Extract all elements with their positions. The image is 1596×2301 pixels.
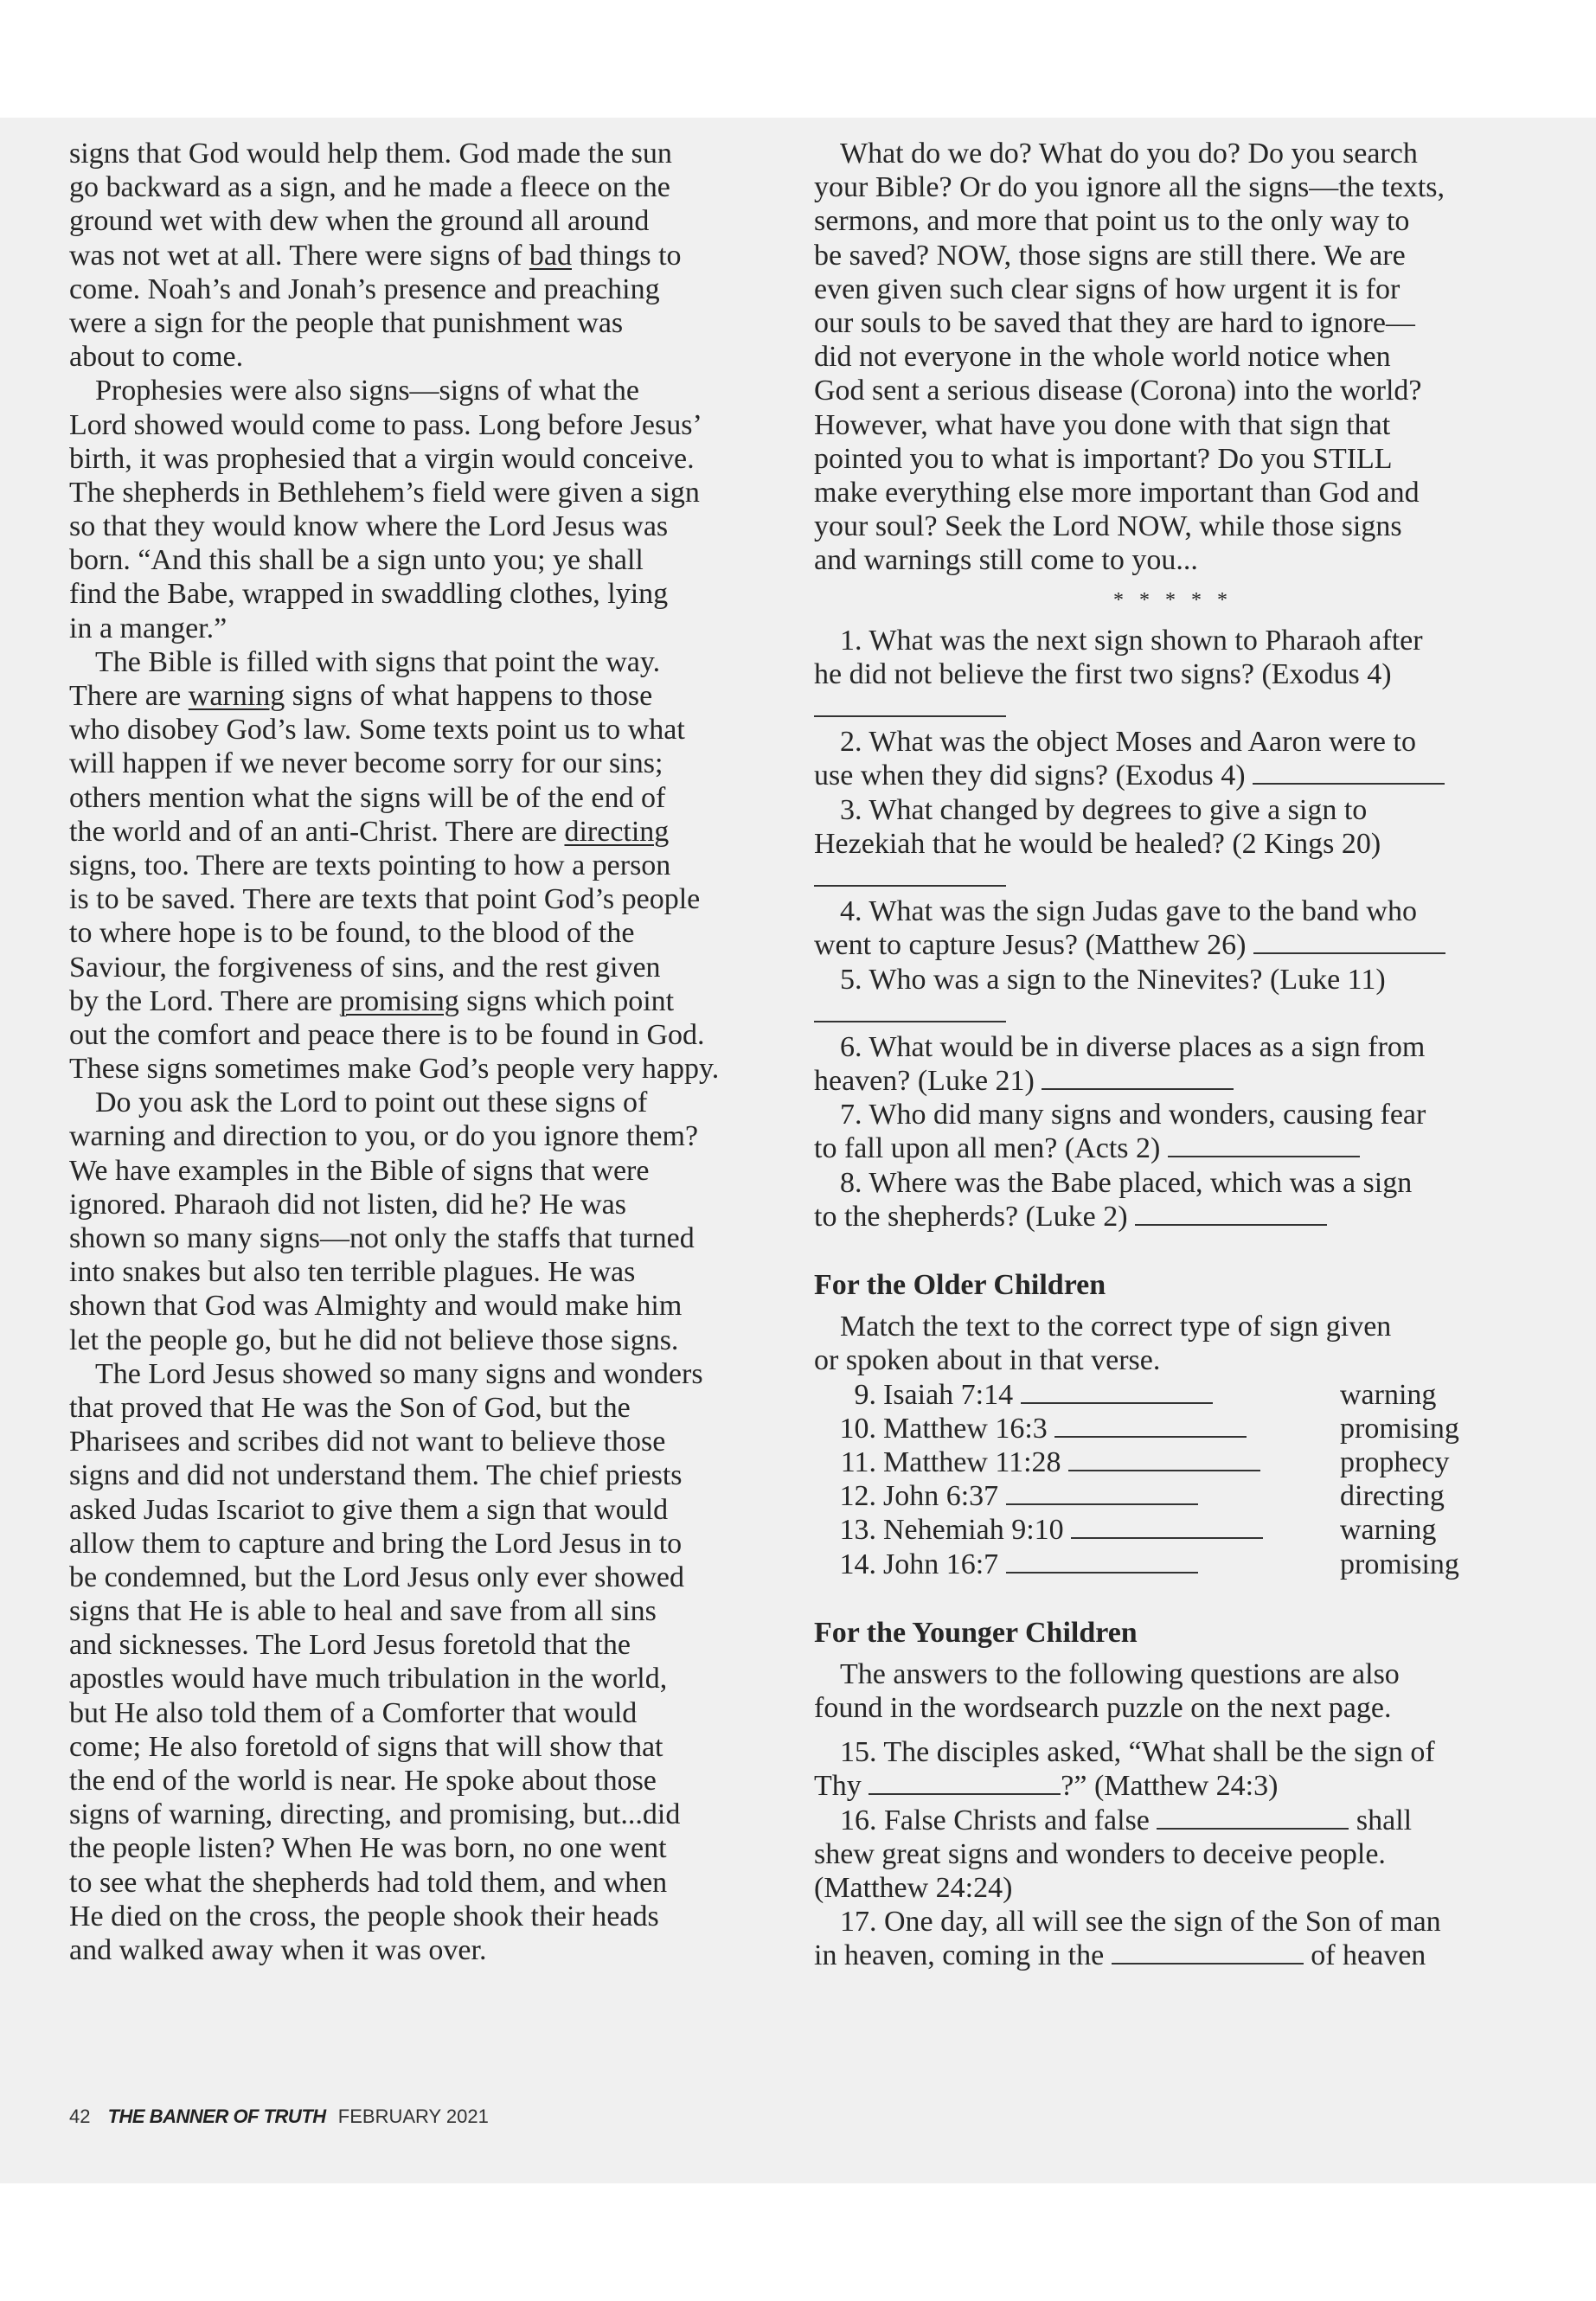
text-line [814, 1131, 1532, 1165]
text-line: ground wet with dew when the ground all around [69, 205, 650, 238]
text-line [814, 691, 1532, 725]
left-column [69, 137, 787, 1967]
question-number: 14. [839, 1548, 876, 1580]
text-line: so that they would know where the Lord Jesus was [69, 510, 669, 543]
text-line: come. Noah’s and Jonah’s presence and preaching [69, 272, 660, 305]
text-line: allow them to capture and bring the Lord Jesus in to [69, 1527, 683, 1560]
text-line: The Bible is filled with signs that point the way. [95, 645, 661, 678]
matching-row [814, 1412, 1532, 1445]
text-line: did not everyone in the whole world notice when [814, 341, 1391, 374]
scripture-reference: Isaiah 7:14 [883, 1378, 1014, 1411]
text-line: he did not believe the first two signs? (Exodus 4) [814, 657, 1392, 690]
text-line: What do we do? What do you do? Do you search [840, 138, 1418, 170]
question-number: 12. [839, 1480, 876, 1513]
text-line: God sent a serious disease (Corona) into the world? [814, 375, 1422, 407]
text-line: Hezekiah that he would be healed? (2 Kings 20) [814, 827, 1381, 860]
sign-type-option: prophecy [1340, 1445, 1450, 1478]
text-line: The Lord Jesus showed so many signs and wonders [95, 1357, 703, 1390]
younger-questions-list [814, 1735, 1532, 1972]
sign-type-option: promising [1340, 1412, 1459, 1445]
text-line: shew great signs and wonders to deceive people. [814, 1837, 1386, 1870]
text-line: Match the text to the correct type of sign given [840, 1311, 1392, 1343]
scripture-reference: Matthew 16:3 [883, 1412, 1048, 1445]
scripture-reference: John 16:7 [883, 1548, 999, 1580]
answer-blank[interactable] [1054, 1413, 1247, 1438]
younger-children-heading: For the Younger Children [814, 1616, 1138, 1649]
text-line: 4. What was the sign Judas gave to the band who [840, 895, 1417, 928]
sign-type-option: promising [1340, 1548, 1459, 1580]
text-line [814, 861, 1532, 894]
text-line: be condemned, but the Lord Jesus only ever showed [69, 1561, 684, 1593]
text-line: 15. The disciples asked, “What shall be the sign of [840, 1736, 1435, 1769]
text-line: 8. Where was the Babe placed, which was a sign [840, 1166, 1413, 1199]
text-segment: the world and of an anti-Christ. There are [69, 815, 565, 848]
text-line: find the Babe, wrapped in swaddling clothes, lying [69, 578, 669, 611]
text-line: and sicknesses. The Lord Jesus foretold that the [69, 1629, 631, 1662]
text-line: The answers to the following questions are also [840, 1657, 1400, 1690]
text-line [69, 815, 787, 849]
underlined-word: directing [564, 815, 670, 848]
text-segment: things to [571, 239, 682, 272]
sign-type-option: directing [1340, 1480, 1445, 1513]
text-segment: in heaven, coming in the [814, 1939, 1112, 1972]
underlined-word: warning [188, 680, 285, 712]
answer-blank[interactable] [1135, 1202, 1327, 1226]
answer-blank[interactable] [1068, 1447, 1260, 1471]
text-line: into snakes but also ten terrible plagues. He was [69, 1256, 636, 1289]
question-item [814, 1030, 1532, 1098]
text-line: 5. Who was a sign to the Ninevites? (Luke 11) [840, 963, 1386, 996]
text-line [814, 759, 1532, 792]
text-line: others mention what the signs will be of the end of [69, 781, 666, 814]
text-line: even given such clear signs of how urgent it is for [814, 272, 1401, 305]
text-segment: use when they did signs? (Exodus 4) [814, 760, 1253, 792]
answer-blank[interactable] [1006, 1481, 1198, 1505]
text-line: 7. Who did many signs and wonders, causing fear [840, 1099, 1426, 1131]
text-line: He died on the cross, the people shook their heads [69, 1900, 659, 1932]
text-line: 6. What would be in diverse places as a sign from [840, 1030, 1426, 1063]
text-line [69, 984, 787, 1018]
text-line: (Matthew 24:24) [814, 1872, 1013, 1905]
text-line: or spoken about in that verse. [814, 1344, 1161, 1377]
text-segment: There are [69, 680, 189, 712]
text-line [814, 1804, 1532, 1837]
question-item [814, 624, 1532, 726]
question-item [814, 963, 1532, 1030]
text-line: ignored. Pharaoh did not listen, did he? He was [69, 1188, 626, 1221]
scripture-reference: John 6:37 [883, 1480, 999, 1513]
text-line: shown so many signs—not only the staffs that turned [69, 1222, 695, 1254]
text-line: 3. What changed by degrees to give a sign to [840, 793, 1368, 826]
text-line [814, 1939, 1532, 1972]
text-line: birth, it was prophesied that a virgin would conceive. [69, 442, 695, 475]
article-paragraph [69, 374, 787, 645]
question-item [814, 1735, 1532, 1803]
text-line: apostles would have much tribulation in the world, [69, 1663, 668, 1695]
question-number: 9. [854, 1378, 876, 1411]
text-line [814, 928, 1532, 962]
text-line: signs, too. There are texts pointing to how a person [69, 849, 671, 881]
text-line [814, 1769, 1532, 1803]
text-line: will happen if we never become sorry for our sins; [69, 747, 663, 780]
text-line: and walked away when it was over. [69, 1933, 487, 1966]
text-line: signs that God would help them. God made the sun [69, 138, 672, 170]
text-line: in a manger.” [69, 612, 228, 644]
text-line: Do you ask the Lord to point out these signs of [95, 1086, 648, 1119]
matching-row [814, 1548, 1532, 1581]
text-line: signs that He is able to heal and save from all sins [69, 1595, 657, 1628]
question-number: 13. [839, 1514, 876, 1547]
answer-blank[interactable] [814, 862, 1006, 887]
article-paragraph [69, 137, 787, 374]
text-line: to see what the shepherds had told them, and when [69, 1866, 668, 1899]
text-line: 17. One day, all will see the sign of the Son of man [840, 1906, 1441, 1939]
text-line: 2. What was the object Moses and Aaron were to [840, 726, 1416, 759]
matching-row [814, 1445, 1532, 1479]
text-line: let the people go, but he did not believe those signs. [69, 1324, 679, 1356]
text-line: We have examples in the Bible of signs that were [69, 1154, 650, 1187]
article-paragraph [69, 645, 787, 1086]
text-line: our souls to be saved that they are hard to ignore— [814, 306, 1415, 339]
text-line [814, 1200, 1532, 1234]
matching-row [814, 1378, 1532, 1412]
text-line: signs and did not understand them. The chief priests [69, 1459, 683, 1492]
answer-blank[interactable] [1006, 1549, 1198, 1574]
text-segment: of heaven [1303, 1939, 1426, 1972]
answer-blank[interactable] [1112, 1940, 1304, 1965]
text-line: out the comfort and peace there is to be found in God. [69, 1018, 705, 1051]
text-segment: to fall upon all men? (Acts 2) [814, 1132, 1168, 1165]
page-footer [69, 2106, 489, 2128]
text-line: Lord showed would come to pass. Long before Jesus’ [69, 408, 702, 441]
text-line: the people listen? When He was born, no one went [69, 1832, 667, 1865]
issue-date: FEBRUARY 2021 [337, 2106, 489, 2127]
text-line: Saviour, the forgiveness of sins, and the rest given [69, 951, 661, 984]
answer-blank[interactable] [814, 998, 1006, 1022]
text-segment: Thy [814, 1770, 869, 1803]
matching-row [814, 1479, 1532, 1513]
text-segment: was not wet at all. There were signs of [69, 239, 529, 272]
text-line: the end of the world is near. He spoke about those [69, 1765, 657, 1797]
text-segment: heaven? (Luke 21) [814, 1065, 1042, 1098]
text-line: 1. What was the next sign shown to Pharaoh after [840, 624, 1423, 657]
younger-children-instructions [814, 1657, 1532, 1725]
text-line [814, 997, 1532, 1030]
older-children-instructions [814, 1310, 1532, 1377]
text-line: about to come. [69, 341, 244, 374]
text-line: These signs sometimes make God’s people very happy. [69, 1053, 720, 1086]
text-line: go backward as a sign, and he made a fleece on the [69, 171, 670, 204]
text-line: be saved? NOW, those signs are still there. We are [814, 239, 1406, 272]
matching-row [814, 1513, 1532, 1547]
text-line: your soul? Seek the Lord NOW, while those signs [814, 510, 1402, 543]
question-item [814, 894, 1532, 962]
text-line: your Bible? Or do you ignore all the signs—the texts, [814, 171, 1445, 204]
closing-paragraph [814, 137, 1532, 577]
text-line: signs of warning, directing, and promising, but...did [69, 1798, 681, 1831]
text-line: However, what have you done with that sign that [814, 408, 1391, 441]
sign-type-option: warning [1340, 1378, 1437, 1411]
section-divider: * * * * * [1113, 589, 1233, 612]
question-item [814, 1804, 1532, 1906]
text-line: who disobey God’s law. Some texts point us to what [69, 714, 685, 747]
text-line: that proved that He was the Son of God, but the [69, 1391, 631, 1424]
text-line: asked Judas Iscariot to give them a sign that would [69, 1493, 669, 1526]
older-children-heading: For the Older Children [814, 1269, 1106, 1302]
page-number: 42 [69, 2106, 91, 2127]
text-segment: signs which point [458, 984, 675, 1017]
answer-blank[interactable] [869, 1771, 1061, 1795]
text-segment: shall [1349, 1804, 1413, 1836]
questions-list [814, 624, 1532, 1234]
text-line: were a sign for the people that punishment was [69, 306, 624, 339]
text-line: pointed you to what is important? Do you STILL [814, 442, 1393, 475]
text-line [814, 1064, 1532, 1098]
matching-list [814, 1378, 1532, 1581]
answer-blank[interactable] [1253, 930, 1445, 954]
text-line: shown that God was Almighty and would make him [69, 1290, 683, 1323]
text-line [69, 679, 787, 713]
text-line: come; He also foretold of signs that will show that [69, 1730, 663, 1763]
question-item [814, 1905, 1532, 1972]
text-segment: to the shepherds? (Luke 2) [814, 1200, 1136, 1233]
text-line: sermons, and more that point us to the only way to [814, 205, 1410, 238]
answer-blank[interactable] [1168, 1133, 1360, 1157]
text-line [69, 239, 787, 272]
underlined-word: promising [339, 984, 459, 1017]
question-number: 11. [840, 1445, 876, 1478]
answer-blank[interactable] [1253, 760, 1445, 785]
magazine-title: THE BANNER OF TRUTH [107, 2106, 326, 2127]
question-number: 10. [839, 1412, 876, 1445]
text-line: make everything else more important than God and [814, 476, 1420, 509]
answer-blank[interactable] [1157, 1805, 1349, 1830]
text-segment: ?” (Matthew 24:3) [1061, 1770, 1279, 1803]
text-line: found in the wordsearch puzzle on the next page. [814, 1692, 1392, 1725]
underlined-word: bad [529, 239, 572, 272]
text-line: The shepherds in Bethlehem’s field were given a sign [69, 476, 700, 509]
question-item [814, 793, 1532, 895]
right-column [814, 137, 1532, 1973]
text-line: born. “And this shall be a sign unto you; ye shall [69, 544, 644, 577]
text-line: Pharisees and scribes did not want to believe those [69, 1426, 666, 1458]
sign-type-option: warning [1340, 1514, 1437, 1547]
answer-blank[interactable] [1042, 1066, 1234, 1090]
scripture-reference: Nehemiah 9:10 [883, 1514, 1064, 1547]
question-item [814, 725, 1532, 792]
text-segment: by the Lord. There are [69, 984, 340, 1017]
text-line: is to be saved. There are texts that point God’s people [69, 883, 701, 916]
text-segment: signs of what happens to those [285, 680, 653, 712]
text-line: warning and direction to you, or do you ignore them? [69, 1120, 699, 1153]
text-line: but He also told them of a Comforter that would [69, 1696, 638, 1729]
text-segment: 16. False Christs and false [840, 1804, 1157, 1836]
text-line: and warnings still come to you... [814, 544, 1198, 577]
answer-blank[interactable] [1071, 1515, 1263, 1539]
answer-blank[interactable] [1021, 1380, 1213, 1404]
article-paragraph [69, 1357, 787, 1967]
article-paragraph [69, 1086, 787, 1357]
scripture-reference: Matthew 11:28 [883, 1445, 1061, 1478]
text-line: Prophesies were also signs—signs of what the [95, 375, 639, 407]
text-line: to where hope is to be found, to the blood of the [69, 917, 635, 950]
question-item [814, 1098, 1532, 1165]
answer-blank[interactable] [814, 693, 1006, 717]
text-segment: went to capture Jesus? (Matthew 26) [814, 929, 1253, 962]
question-item [814, 1166, 1532, 1234]
